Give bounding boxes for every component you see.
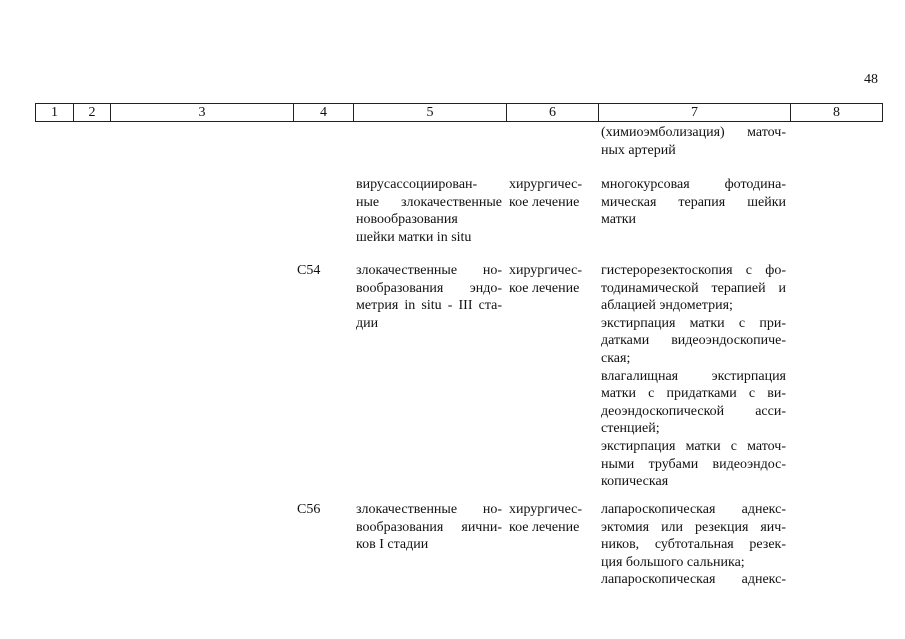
- row-2-method: [601, 176, 786, 229]
- text-line: эктомия или резекция яич-: [601, 519, 786, 535]
- text-line: (химиоэмболизация) маточ-: [601, 125, 786, 140]
- row-3-diagnosis: [356, 262, 502, 332]
- text-line: ков I стадии: [356, 537, 429, 553]
- text-line: экстирпация матки с маточ-: [601, 438, 786, 454]
- text-line: ных артерий: [601, 142, 676, 158]
- row-3-method: [601, 262, 786, 491]
- text-line: тодинамической терапией и: [601, 280, 786, 296]
- text-line: ные злокачественные: [356, 194, 502, 210]
- column-number-7: 7: [599, 104, 791, 122]
- text-line: стенцией;: [601, 421, 660, 437]
- column-number-8: 8: [791, 104, 883, 122]
- column-number-5: 5: [354, 104, 507, 122]
- text-line: хирургичес-: [509, 177, 583, 192]
- row-4-treatment-type: [509, 501, 599, 536]
- text-line: мическая терапия шейки: [601, 194, 786, 210]
- text-line: метрия in situ - III ста-: [356, 298, 502, 314]
- text-line: деоэндоскопической асси-: [601, 403, 786, 419]
- text-line: экстирпация матки с при-: [601, 315, 786, 331]
- text-line: матки: [601, 212, 637, 228]
- row-4-method: [601, 501, 786, 589]
- row-4-code: C56: [297, 502, 321, 517]
- text-line: матки с придатками с ви-: [601, 386, 786, 402]
- row-1-method: [601, 124, 786, 159]
- text-line: шейки матки in situ: [356, 229, 472, 245]
- column-number-6: 6: [507, 104, 599, 122]
- page-number: 48: [864, 72, 878, 87]
- text-line: ская;: [601, 350, 631, 366]
- column-number-header: [35, 103, 883, 122]
- text-line: влагалищная экстирпация: [601, 368, 786, 384]
- text-line: лапароскопическая аднекс-: [601, 502, 786, 517]
- text-line: копическая: [601, 474, 669, 490]
- text-line: многокурсовая фотодина-: [601, 177, 786, 192]
- column-number-3: 3: [111, 104, 294, 122]
- text-line: злокачественные но-: [356, 263, 502, 278]
- row-2-treatment-type: [509, 176, 599, 211]
- text-line: вообразования яични-: [356, 519, 502, 535]
- row-4-diagnosis: [356, 501, 502, 554]
- text-line: кое лечение: [509, 519, 580, 535]
- text-line: аблацией эндометрия;: [601, 298, 733, 314]
- text-line: злокачественные но-: [356, 502, 502, 517]
- text-line: хирургичес-: [509, 502, 583, 517]
- text-line: ными трубами видеоэндос-: [601, 456, 786, 472]
- text-line: гистерорезектоскопия с фо-: [601, 263, 786, 278]
- text-line: ция большого сальника;: [601, 554, 745, 570]
- row-2-diagnosis: [356, 176, 502, 246]
- text-line: дии: [356, 315, 379, 331]
- column-number-2: 2: [74, 104, 111, 122]
- text-line: новообразования: [356, 212, 458, 228]
- text-line: кое лечение: [509, 280, 580, 296]
- text-line: кое лечение: [509, 194, 580, 210]
- row-3-code: C54: [297, 263, 321, 278]
- text-line: ников, субтотальная резек-: [601, 537, 786, 553]
- text-line: вирусассоциирован-: [356, 177, 478, 192]
- text-line: хирургичес-: [509, 263, 583, 278]
- text-line: лапароскопическая аднекс-: [601, 572, 786, 588]
- text-line: вообразования эндо-: [356, 280, 502, 296]
- column-number-1: 1: [36, 104, 74, 122]
- row-3-treatment-type: [509, 262, 599, 297]
- column-number-4: 4: [294, 104, 354, 122]
- text-line: датками видеоэндоскопиче-: [601, 333, 786, 349]
